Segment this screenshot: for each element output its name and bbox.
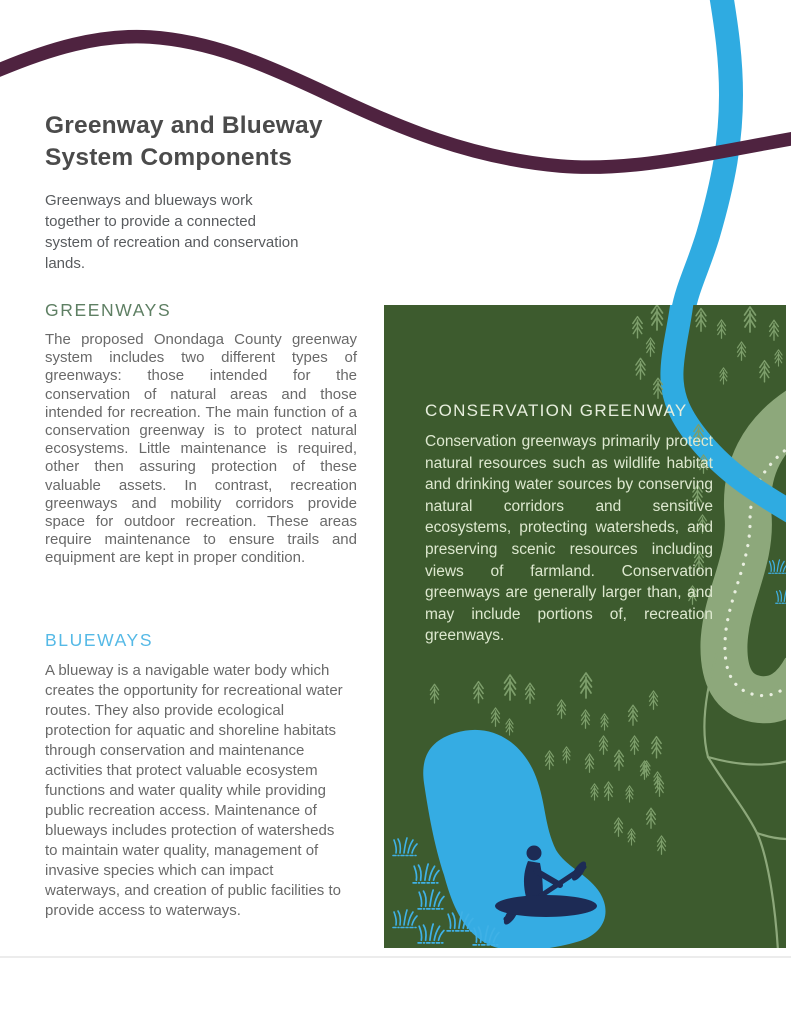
page-title-line1: Greenway and Blueway [45,112,323,139]
greenway-corridor-band [724,407,786,700]
greenways-body: The proposed Onondaga County greenway system includes two different types of greenways: those intended for the conservation of natural areas and those intended for recreation. The main function of a conservation greenway is to protect natural ecosystems. Little maintenance is required, other then assuring protection of these valuable assets. In contrast, recreation greenways and mobility corridors provide space for outdoor recreation. These areas require maintenance to ensure trails and equipment are kept in proper condition. [45,331,357,567]
conservation-greenway-heading: CONSERVATION GREENWAY [425,401,688,420]
conservation-greenway-card [384,305,786,948]
conservation-greenway-body: Conservation greenways primarily protect natural resources such as wildlife habitat and drinking water sources by conserving natural corridors and sensitive ecosystems, protecting watersheds, and preserving scenic resources including views of farmland. Conservation greenways are generally larger than, and may include portions of, recreation greenways. [425,433,713,645]
greenways-section [45,300,357,568]
greenways-heading: GREENWAYS [45,300,172,320]
blueways-section [45,630,357,921]
blueways-body: A blueway is a navigable water body which creates the opportunity for recreational water routes. They also provide ecological protection for aquatic and shoreline habitats through conservation and maintenance activities that protect valuable ecosystem functions and water quality while providing public recreation access. Maintenance of blueways includes protection of watersheds to maintain water quality, management of invasive species which can impact waterways, and creation of public facilities to provide access to waterways. [45,662,343,919]
page-title-line2: System Components [45,143,293,171]
page-subtitle: Greenways and blueways work together to provide a connected system of recreation and conservation lands. [45,192,299,272]
blueways-heading: BLUEWAYS [45,630,154,650]
page-footer-rule [0,956,791,958]
conservation-greenway-text [425,401,713,647]
page-intro [45,110,345,274]
page-title [45,110,345,173]
